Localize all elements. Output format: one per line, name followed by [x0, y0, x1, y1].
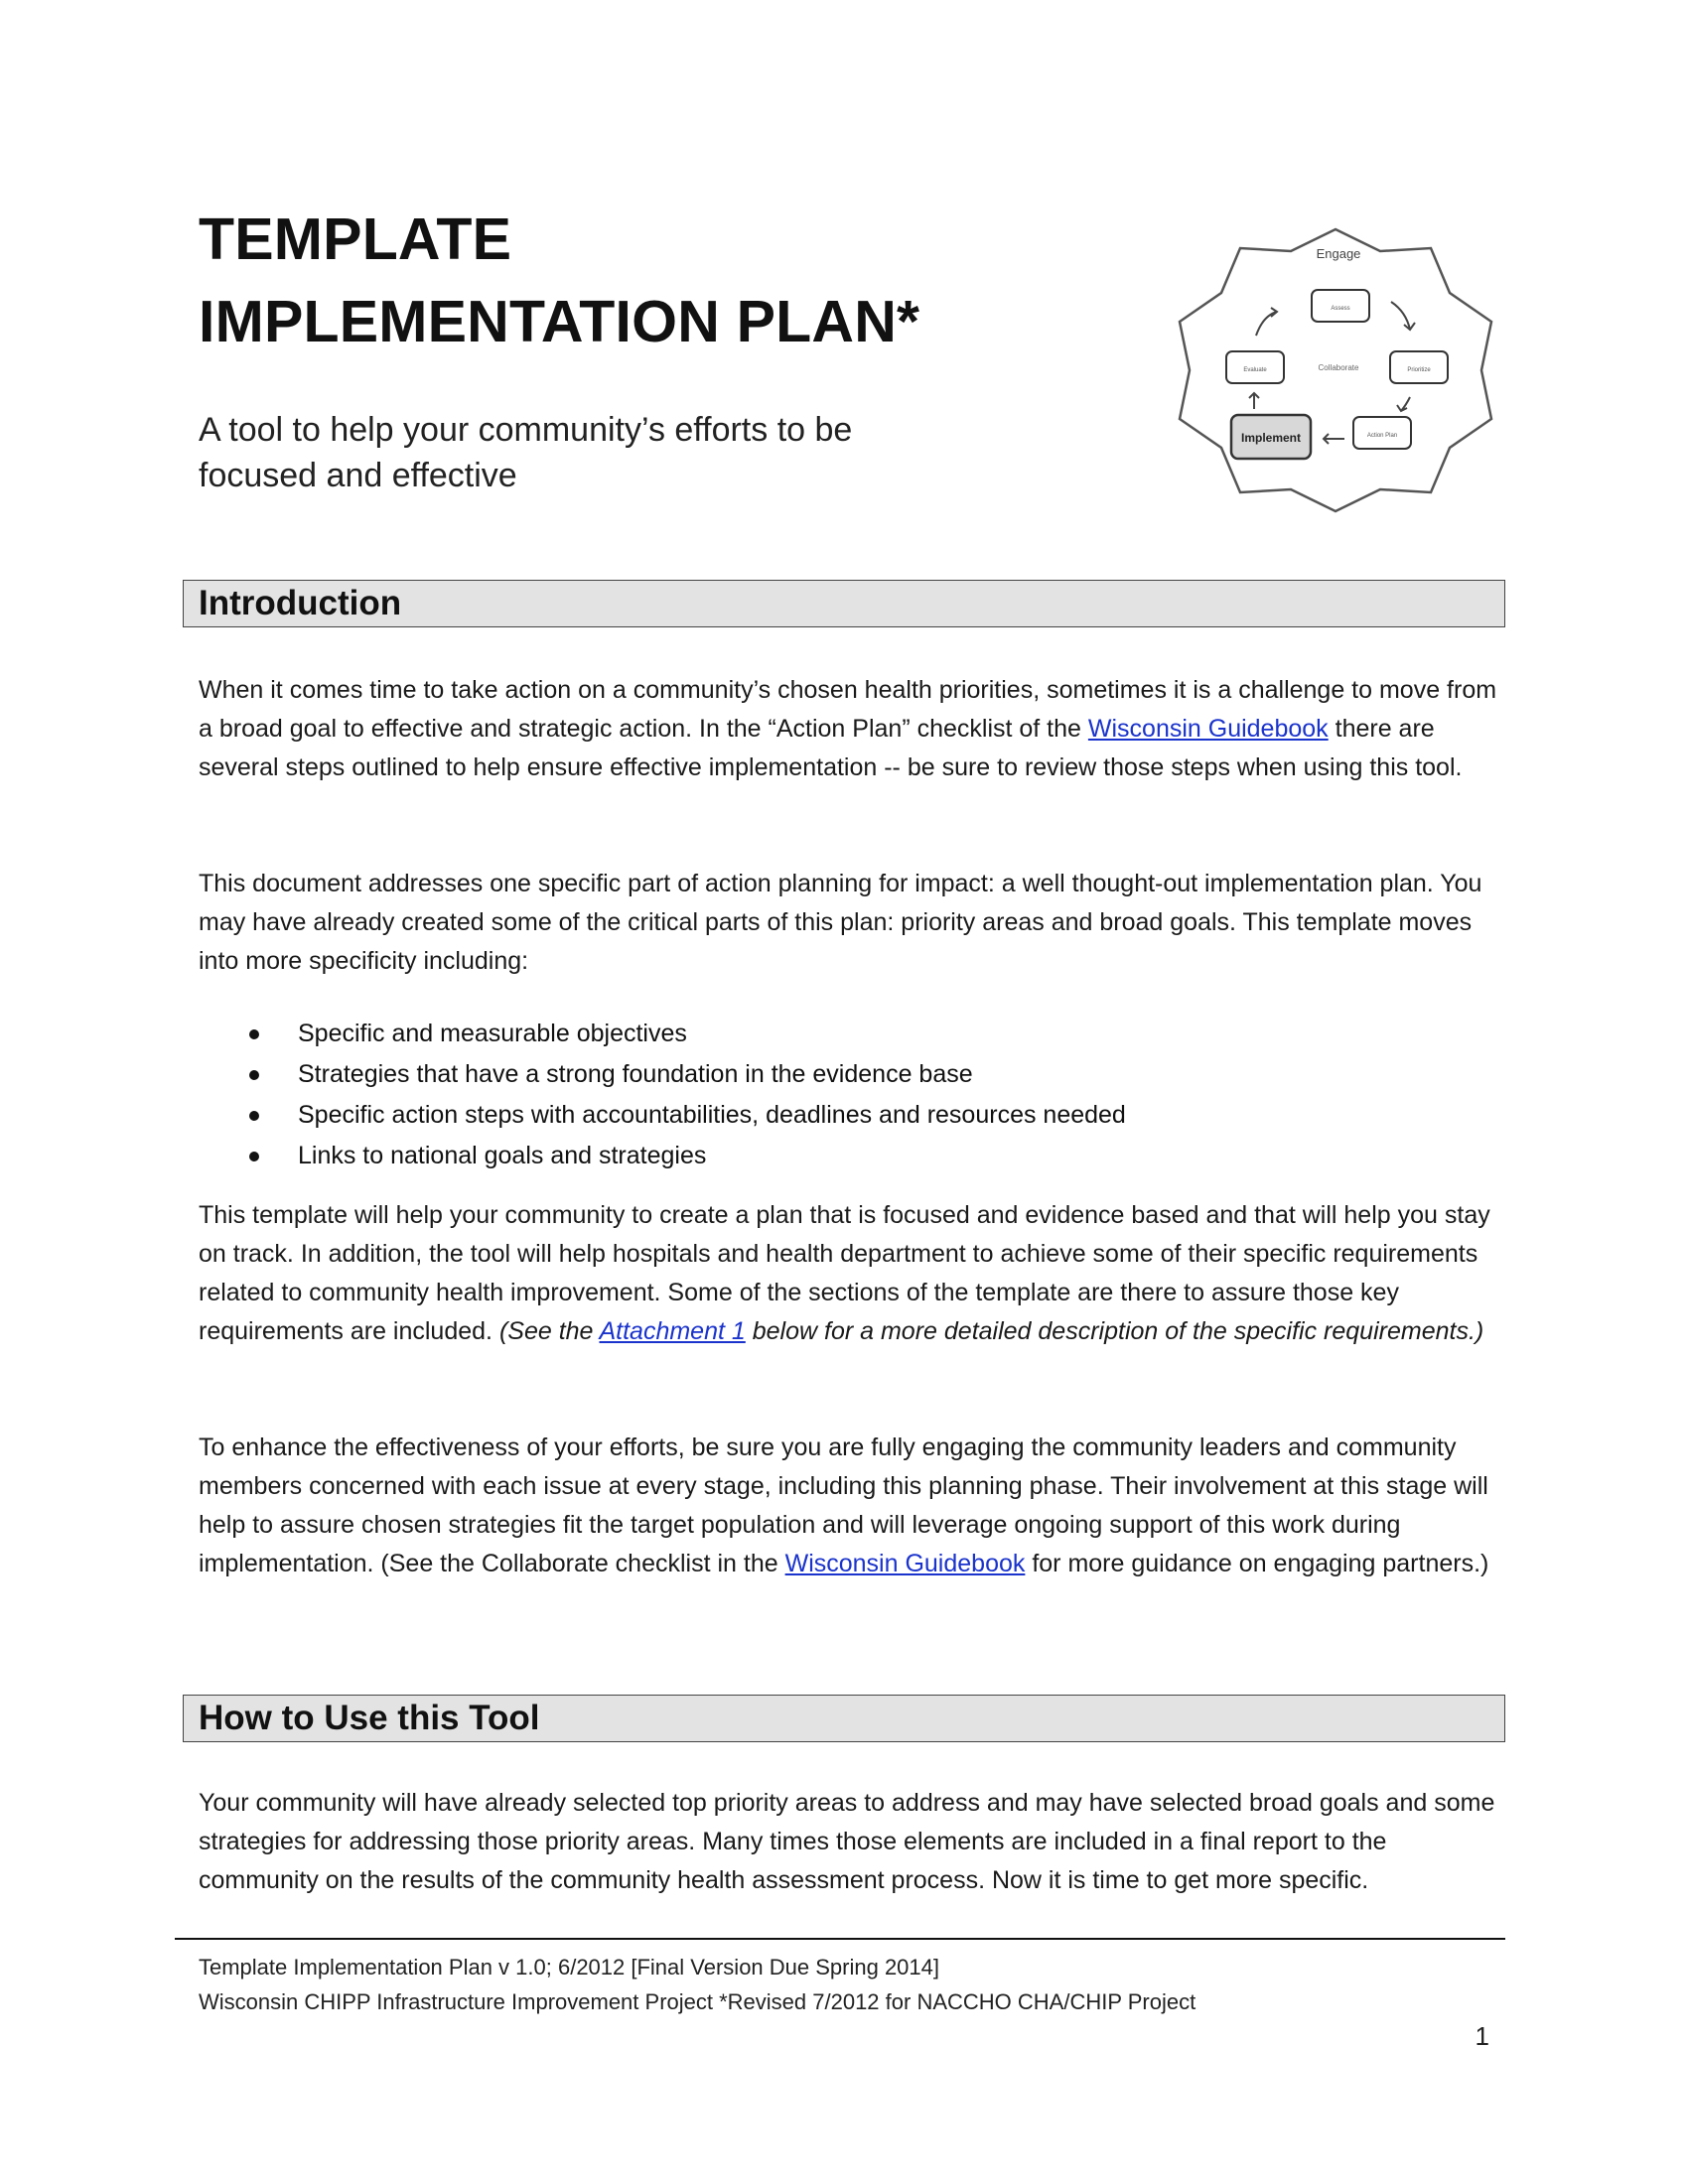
introduction-paragraph-1 — [199, 671, 1505, 787]
how-to-paragraph-1 — [199, 1784, 1505, 1900]
intro-p1-text-b: there are several steps outlined to help ensure effective implementation -- be sure to review those steps when using this tool. — [199, 715, 1463, 781]
list-item: Specific and measurable objectives — [199, 1014, 1390, 1054]
logo-prioritize: Prioritize — [1407, 367, 1431, 373]
logo-action-plan: Action Plan — [1366, 433, 1398, 439]
how-to-p1-text: Your community will have already selected top priority areas to address and may have selected broad goals and some strategies for addressing those priority areas. Many times those elements are included in a final report to the community on the results of the community health assessment process. Now it is time to get more specific. — [199, 1789, 1495, 1894]
wisconsin-guidebook-link[interactable]: Wisconsin Guidebook — [1087, 715, 1329, 743]
list-item: Specific action steps with accountabilities, deadlines and resources needed — [199, 1095, 1390, 1136]
footer-line-2: Wisconsin CHIPP Infrastructure Improvement Project *Revised 7/2012 for NACCHO CHA/CHIP Project — [199, 1989, 1196, 2014]
title-line-1: TEMPLATE — [199, 206, 512, 272]
logo-evaluate: Evaluate — [1243, 367, 1267, 373]
intro-p4-text-b: for more guidance on engaging partners.) — [1025, 1550, 1489, 1577]
introduction-paragraph-2 — [199, 865, 1505, 981]
logo-implement: Implement — [1240, 431, 1302, 445]
intro-p4-text-a: To enhance the effectiveness of your efforts, be sure you are fully engaging the community leaders and community members concerned with each issue at every stage, including this planning phase. Their involvement at this stage will help to assure chosen strategies fit the target population and will leverage ongoing support of this work during implementation. (See the Collaborate checklist in the — [199, 1433, 1488, 1577]
subtitle-line-1: A tool to help your community’s efforts to be — [199, 411, 853, 449]
document-title — [199, 199, 919, 363]
section-heading-introduction — [183, 580, 1505, 627]
objectives-list — [199, 1014, 1390, 1176]
intro-p1-text-a: When it comes time to take action on a community’s chosen health priorities, sometimes it is a challenge to move from a broad goal to effective and strategic action. In the “Action Plan” checklist of the — [199, 676, 1497, 743]
intro-p3-text-a: This template will help your community to create a plan that is focused and evidence based and that will help you stay on track. In addition, the tool will help hospitals and health department to achieve some of their specific requirements related to community health improvement. Some of the sections of the template are there to assure those key requirements are included. — [199, 1201, 1490, 1345]
intro-p2-text: This document addresses one specific part of action planning for impact: a well thought-out implementation plan. You may have already created some of the critical parts of this plan: priority areas and broad goals. This template moves into more specificity including: — [199, 870, 1482, 975]
introduction-paragraph-4 — [199, 1429, 1505, 1583]
page-footer — [199, 1950, 1196, 2019]
logo-collaborate: Collaborate — [1318, 363, 1359, 372]
list-item: Strategies that have a strong foundation in the evidence base — [199, 1054, 1390, 1095]
subtitle-line-2: focused and effective — [199, 457, 517, 494]
wisconsin-guidebook-link-2[interactable]: Wisconsin Guidebook — [784, 1550, 1026, 1577]
logo-assess: Assess — [1331, 306, 1350, 312]
intro-p3-italic-b: below for a more detailed description of the specific requirements.) — [745, 1317, 1484, 1345]
logo-engage: Engage — [1316, 246, 1361, 261]
introduction-paragraph-3 — [199, 1196, 1505, 1351]
title-line-2: IMPLEMENTATION PLAN* — [199, 289, 920, 354]
section-heading-how-to-use — [183, 1695, 1505, 1742]
introduction-heading: Introduction — [199, 584, 402, 622]
attachment-1-link[interactable]: Attachment 1 — [599, 1317, 746, 1345]
document-subtitle — [199, 407, 973, 498]
footer-line-1: Template Implementation Plan v 1.0; 6/2012 [Final Version Due Spring 2014] — [199, 1955, 940, 1979]
how-to-heading: How to Use this Tool — [199, 1699, 540, 1737]
cycle-logo-icon — [1172, 206, 1499, 534]
intro-p3-italic-a: (See the — [498, 1317, 600, 1345]
page-number: 1 — [1475, 2021, 1489, 2051]
footer-divider — [175, 1938, 1505, 1940]
list-item: Links to national goals and strategies — [199, 1136, 1390, 1176]
